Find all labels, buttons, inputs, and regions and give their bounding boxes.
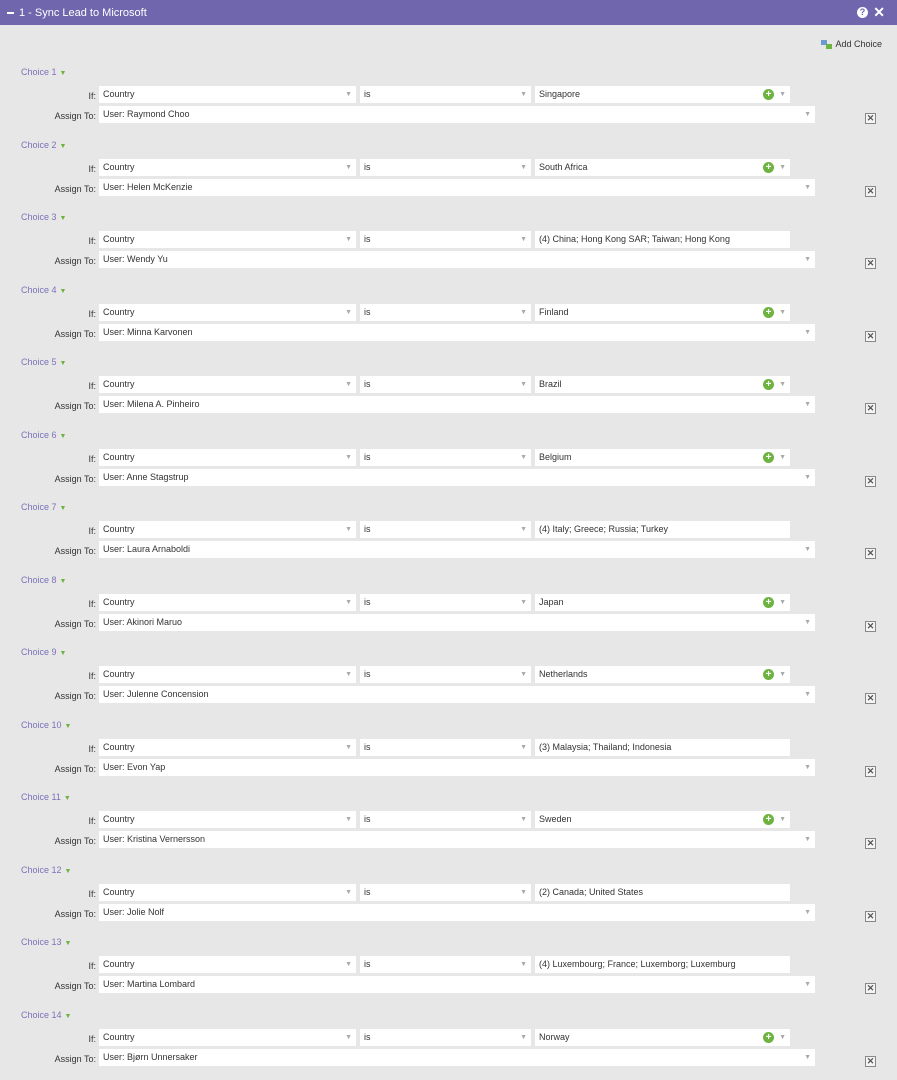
- choice-block: [0, 646, 897, 719]
- chevron-down-icon[interactable]: ▼: [779, 163, 786, 171]
- choice-block: [0, 429, 897, 502]
- choice-toggle[interactable]: [21, 936, 71, 950]
- chevron-down-icon: ▼: [804, 401, 811, 408]
- choice-block: [0, 501, 897, 574]
- chevron-down-icon: ▼: [345, 888, 352, 896]
- condition-value-text: Finland: [539, 306, 569, 317]
- chevron-down-icon[interactable]: ▼: [779, 598, 786, 606]
- condition-operator-value: is: [364, 669, 371, 679]
- collapse-icon[interactable]: [6, 8, 15, 17]
- add-value-icon[interactable]: +: [763, 307, 774, 318]
- if-label: If:: [88, 381, 96, 391]
- flow-step-header: [0, 0, 897, 25]
- if-label: If:: [88, 598, 96, 609]
- chevron-down-icon: ▼: [345, 743, 352, 751]
- assign-to-label: Assign To:: [54, 981, 96, 991]
- condition-field-select[interactable]: [99, 304, 356, 321]
- assign-to-select[interactable]: [99, 106, 815, 123]
- chevron-down-icon: ▼: [345, 961, 352, 968]
- chevron-down-icon: ▼: [345, 526, 352, 533]
- chevron-down-icon[interactable]: ▼: [779, 1033, 786, 1041]
- assign-to-label: Assign To:: [54, 908, 96, 919]
- condition-operator-select[interactable]: [360, 666, 531, 683]
- chevron-down-icon: ▼: [804, 183, 811, 191]
- assign-to-select[interactable]: [99, 686, 815, 703]
- delete-choice-icon[interactable]: ✕: [866, 693, 875, 703]
- condition-operator-value: is: [364, 524, 371, 534]
- choice-block: [0, 1009, 897, 1080]
- condition-operator-value: is: [364, 234, 371, 244]
- choice-block: [0, 791, 897, 864]
- chevron-down-icon: ▼: [520, 671, 527, 678]
- choice-toggle[interactable]: [21, 211, 66, 225]
- chevron-down-icon: ▼: [59, 70, 67, 77]
- if-label: If:: [88, 1033, 96, 1044]
- condition-value-text: (4) Luxembourg; France; Luxemborg; Luxemburg: [539, 959, 736, 969]
- chevron-down-icon: ▼: [520, 1033, 527, 1041]
- add-value-icon[interactable]: +: [763, 162, 774, 173]
- choice-toggle[interactable]: [21, 574, 66, 588]
- condition-field-value: Country: [103, 89, 135, 99]
- assign-to-value: User: Julenne Concension: [103, 689, 209, 699]
- condition-value-input[interactable]: [535, 666, 790, 683]
- condition-value-input[interactable]: [535, 449, 790, 466]
- choice-label: Choice 2: [21, 139, 57, 150]
- if-label: If:: [88, 816, 96, 826]
- add-choice-button[interactable]: [821, 39, 882, 49]
- condition-operator-select[interactable]: [360, 884, 531, 901]
- chevron-down-icon: ▼: [520, 888, 527, 896]
- assign-to-label: Assign To:: [54, 763, 96, 774]
- add-value-icon[interactable]: +: [763, 669, 774, 680]
- condition-operator-select[interactable]: [360, 449, 531, 466]
- assign-to-value: User: Evon Yap: [103, 761, 166, 772]
- choice-block: [0, 139, 897, 212]
- delete-choice-icon[interactable]: ✕: [866, 1055, 875, 1066]
- delete-choice-icon[interactable]: ✕: [866, 113, 875, 123]
- condition-value-input[interactable]: [535, 739, 790, 756]
- assign-to-value: User: Akinori Maruo: [103, 616, 183, 627]
- condition-field-value: Country: [103, 959, 135, 969]
- condition-value-input[interactable]: [535, 956, 790, 973]
- delete-choice-icon[interactable]: ✕: [866, 620, 875, 631]
- condition-value-text: Japan: [539, 596, 564, 607]
- delete-choice-icon[interactable]: ✕: [866, 983, 875, 993]
- chevron-down-icon: ▼: [64, 722, 72, 730]
- delete-choice-icon[interactable]: ✕: [866, 838, 875, 848]
- if-label: If:: [88, 743, 96, 754]
- choice-toggle[interactable]: [21, 719, 71, 733]
- chevron-down-icon: ▼: [63, 795, 71, 802]
- condition-operator-select[interactable]: [360, 159, 531, 176]
- choice-label: Choice 14: [21, 1009, 62, 1020]
- condition-field-select[interactable]: [99, 521, 356, 538]
- chevron-down-icon: ▼: [804, 908, 811, 916]
- condition-value-input[interactable]: [535, 594, 790, 611]
- condition-value-text: Belgium: [539, 451, 572, 462]
- condition-field-select[interactable]: [99, 666, 356, 683]
- condition-value-input[interactable]: [535, 376, 790, 393]
- add-value-icon[interactable]: +: [763, 452, 774, 463]
- condition-operator-value: is: [364, 886, 371, 897]
- condition-operator-select[interactable]: [360, 304, 531, 321]
- condition-field-select[interactable]: [99, 956, 356, 973]
- assign-to-value: User: Kristina Vernersson: [103, 834, 206, 844]
- condition-operator-select[interactable]: [360, 86, 531, 103]
- chevron-down-icon[interactable]: ▼: [779, 453, 786, 461]
- chevron-down-icon: ▼: [804, 111, 811, 118]
- assign-to-value: User: Wendy Yu: [103, 254, 168, 264]
- chevron-down-icon: ▼: [345, 236, 352, 243]
- condition-field-select[interactable]: [99, 739, 356, 756]
- chevron-down-icon: ▼: [345, 453, 352, 461]
- chevron-down-icon: ▼: [520, 308, 527, 316]
- assign-to-select[interactable]: [99, 904, 815, 921]
- condition-field-select[interactable]: [99, 884, 356, 901]
- chevron-down-icon: ▼: [520, 91, 527, 98]
- if-label: If:: [88, 308, 96, 319]
- condition-operator-value: is: [364, 89, 371, 99]
- assign-to-select[interactable]: [99, 1049, 815, 1066]
- choice-block: [0, 936, 897, 1009]
- chevron-down-icon: ▼: [520, 598, 527, 606]
- choice-block: [0, 864, 897, 937]
- chevron-down-icon: ▼: [59, 287, 67, 295]
- assign-to-label: Assign To:: [54, 111, 96, 121]
- condition-field-value: Country: [103, 524, 135, 534]
- condition-operator-select[interactable]: [360, 376, 531, 393]
- delete-choice-icon[interactable]: ✕: [866, 330, 875, 341]
- choice-toggle[interactable]: [21, 66, 66, 80]
- condition-field-value: Country: [103, 306, 135, 317]
- add-value-icon[interactable]: +: [763, 597, 774, 608]
- condition-value-input[interactable]: [535, 811, 790, 828]
- choice-block: [0, 574, 897, 647]
- chevron-down-icon: ▼: [345, 1033, 352, 1041]
- assign-to-value: User: Laura Arnaboldi: [103, 544, 191, 554]
- if-label: If:: [88, 526, 96, 536]
- condition-field-value: Country: [103, 161, 135, 172]
- chevron-down-icon: ▼: [804, 328, 811, 336]
- assign-to-value: User: Martina Lombard: [103, 979, 196, 989]
- delete-choice-icon[interactable]: ✕: [866, 475, 875, 486]
- choice-toggle[interactable]: [21, 1009, 71, 1023]
- delete-choice-icon[interactable]: ✕: [866, 548, 875, 558]
- condition-value-text: Sweden: [539, 814, 572, 824]
- condition-field-select[interactable]: [99, 159, 356, 176]
- choice-block: [0, 211, 897, 284]
- condition-field-value: Country: [103, 379, 135, 389]
- chevron-down-icon: ▼: [520, 163, 527, 171]
- chevron-down-icon: ▼: [59, 432, 67, 440]
- choice-toggle[interactable]: [21, 791, 71, 805]
- chevron-down-icon[interactable]: ▼: [779, 381, 786, 388]
- choice-toggle[interactable]: [21, 501, 66, 515]
- assign-to-label: Assign To:: [54, 546, 96, 556]
- condition-operator-select[interactable]: [360, 1029, 531, 1046]
- chevron-down-icon: ▼: [804, 763, 811, 771]
- condition-operator-select[interactable]: [360, 231, 531, 248]
- choice-block: [0, 284, 897, 357]
- chevron-down-icon: ▼: [59, 505, 67, 512]
- assign-to-value: User: Helen McKenzie: [103, 181, 193, 192]
- condition-operator-select[interactable]: [360, 956, 531, 973]
- assign-to-value: User: Milena A. Pinheiro: [103, 399, 200, 409]
- condition-field-select[interactable]: [99, 231, 356, 248]
- chevron-down-icon: ▼: [64, 1012, 72, 1020]
- chevron-down-icon[interactable]: ▼: [779, 671, 786, 678]
- condition-field-value: Country: [103, 234, 135, 244]
- condition-operator-value: is: [364, 379, 371, 389]
- condition-value-text: (2) Canada; United States: [539, 886, 644, 897]
- condition-value-text: (4) Italy; Greece; Russia; Turkey: [539, 524, 669, 534]
- condition-value-input[interactable]: [535, 304, 790, 321]
- assign-to-value: User: Raymond Choo: [103, 109, 190, 119]
- choice-toggle[interactable]: [21, 284, 66, 298]
- choice-toggle[interactable]: [21, 429, 66, 443]
- choice-label: Choice 3: [21, 212, 57, 222]
- choice-label: Choice 8: [21, 574, 57, 585]
- help-icon[interactable]: ?: [857, 7, 868, 18]
- assign-to-select[interactable]: [99, 759, 815, 776]
- chevron-down-icon: ▼: [59, 360, 67, 367]
- chevron-down-icon: ▼: [520, 961, 527, 968]
- choice-label: Choice 6: [21, 429, 57, 440]
- delete-choice-icon[interactable]: ✕: [866, 765, 875, 776]
- chevron-down-icon: ▼: [804, 1053, 811, 1061]
- condition-value-input[interactable]: [535, 1029, 790, 1046]
- condition-field-value: Country: [103, 669, 135, 679]
- add-choice-icon: [821, 40, 833, 49]
- delete-choice-icon[interactable]: ✕: [866, 185, 875, 196]
- condition-field-value: Country: [103, 1031, 135, 1042]
- chevron-down-icon: ▼: [804, 256, 811, 263]
- chevron-down-icon: ▼: [520, 816, 527, 823]
- choice-label: Choice 13: [21, 937, 62, 947]
- if-label: If:: [88, 163, 96, 174]
- assign-to-value: User: Anne Stagstrup: [103, 471, 189, 482]
- condition-field-select[interactable]: [99, 594, 356, 611]
- chevron-down-icon[interactable]: ▼: [779, 91, 786, 98]
- chevron-down-icon: ▼: [64, 940, 72, 947]
- condition-operator-select[interactable]: [360, 594, 531, 611]
- choice-label: Choice 10: [21, 719, 62, 730]
- condition-value-text: Norway: [539, 1031, 570, 1042]
- condition-operator-value: is: [364, 596, 371, 607]
- assign-to-label: Assign To:: [54, 836, 96, 846]
- chevron-down-icon: ▼: [804, 618, 811, 626]
- add-value-icon[interactable]: +: [763, 814, 774, 825]
- assign-to-label: Assign To:: [54, 691, 96, 701]
- choice-block: [0, 66, 897, 139]
- assign-to-label: Assign To:: [54, 183, 96, 194]
- if-label: If:: [88, 888, 96, 899]
- chevron-down-icon: ▼: [64, 867, 72, 875]
- assign-to-select[interactable]: [99, 396, 815, 413]
- assign-to-label: Assign To:: [54, 256, 96, 266]
- assign-to-select[interactable]: [99, 324, 815, 341]
- assign-to-select[interactable]: [99, 179, 815, 196]
- chevron-down-icon: ▼: [345, 598, 352, 606]
- assign-to-value: User: Jolie Nolf: [103, 906, 165, 917]
- condition-operator-value: is: [364, 161, 371, 172]
- chevron-down-icon: ▼: [520, 453, 527, 461]
- condition-field-value: Country: [103, 741, 135, 752]
- chevron-down-icon: ▼: [804, 546, 811, 553]
- add-value-icon[interactable]: +: [763, 1032, 774, 1043]
- chevron-down-icon: ▼: [345, 816, 352, 823]
- assign-to-select[interactable]: [99, 541, 815, 558]
- if-label: If:: [88, 961, 96, 971]
- chevron-down-icon: ▼: [520, 381, 527, 388]
- if-label: If:: [88, 453, 96, 464]
- condition-field-select[interactable]: [99, 811, 356, 828]
- chevron-down-icon: ▼: [345, 381, 352, 388]
- condition-field-value: Country: [103, 814, 135, 824]
- condition-field-select[interactable]: [99, 1029, 356, 1046]
- chevron-down-icon: ▼: [345, 163, 352, 171]
- chevron-down-icon: ▼: [520, 236, 527, 243]
- choice-label: Choice 1: [21, 67, 57, 77]
- assign-to-label: Assign To:: [54, 1053, 96, 1064]
- if-label: If:: [88, 236, 96, 246]
- chevron-down-icon[interactable]: ▼: [779, 308, 786, 316]
- assign-to-label: Assign To:: [54, 618, 96, 629]
- chevron-down-icon[interactable]: ▼: [779, 816, 786, 823]
- delete-choice-icon[interactable]: ✕: [866, 910, 875, 921]
- chevron-down-icon: ▼: [345, 671, 352, 678]
- assign-to-label: Assign To:: [54, 473, 96, 484]
- condition-field-value: Country: [103, 451, 135, 462]
- condition-value-text: Singapore: [539, 89, 581, 99]
- choice-label: Choice 4: [21, 284, 57, 295]
- choice-label: Choice 7: [21, 502, 57, 512]
- close-icon[interactable]: ✕: [873, 4, 885, 20]
- assign-to-select[interactable]: [99, 831, 815, 848]
- condition-value-text: Netherlands: [539, 669, 588, 679]
- chevron-down-icon: ▼: [804, 473, 811, 481]
- choice-block: [0, 356, 897, 429]
- if-label: If:: [88, 91, 96, 101]
- condition-operator-select[interactable]: [360, 811, 531, 828]
- flow-step-title: 1 - Sync Lead to Microsoft: [19, 6, 147, 19]
- condition-operator-select[interactable]: [360, 739, 531, 756]
- add-value-icon[interactable]: +: [763, 89, 774, 100]
- choice-block: [0, 719, 897, 792]
- choice-label: Choice 5: [21, 357, 57, 367]
- assign-to-select[interactable]: [99, 976, 815, 993]
- delete-choice-icon[interactable]: ✕: [866, 258, 875, 268]
- chevron-down-icon: ▼: [59, 577, 67, 585]
- assign-to-label: Assign To:: [54, 328, 96, 339]
- condition-operator-value: is: [364, 1031, 371, 1042]
- chevron-down-icon: ▼: [345, 308, 352, 316]
- condition-field-select[interactable]: [99, 376, 356, 393]
- condition-value-text: (4) China; Hong Kong SAR; Taiwan; Hong Kong: [539, 234, 730, 244]
- condition-value-input[interactable]: [535, 159, 790, 176]
- chevron-down-icon: ▼: [804, 691, 811, 698]
- chevron-down-icon: ▼: [345, 91, 352, 98]
- choice-toggle[interactable]: [21, 646, 66, 660]
- chevron-down-icon: ▼: [804, 981, 811, 988]
- assign-to-label: Assign To:: [54, 401, 96, 411]
- delete-choice-icon[interactable]: ✕: [866, 403, 875, 413]
- condition-operator-value: is: [364, 814, 371, 824]
- chevron-down-icon: ▼: [59, 215, 67, 222]
- choice-toggle[interactable]: [21, 356, 66, 370]
- chevron-down-icon: ▼: [59, 650, 67, 657]
- add-choice-label: Add Choice: [835, 39, 882, 49]
- assign-to-select[interactable]: [99, 251, 815, 268]
- choice-toggle[interactable]: [21, 139, 66, 153]
- condition-value-input[interactable]: [535, 231, 790, 248]
- choice-label: Choice 11: [21, 792, 61, 802]
- assign-to-select[interactable]: [99, 469, 815, 486]
- condition-value-input[interactable]: [535, 86, 790, 103]
- assign-to-value: User: Minna Karvonen: [103, 326, 193, 337]
- condition-field-value: Country: [103, 596, 135, 607]
- condition-value-input[interactable]: [535, 521, 790, 538]
- condition-field-value: Country: [103, 886, 135, 897]
- choice-label: Choice 12: [21, 864, 62, 875]
- chevron-down-icon: ▼: [520, 526, 527, 533]
- condition-operator-select[interactable]: [360, 521, 531, 538]
- condition-value-input[interactable]: [535, 884, 790, 901]
- condition-field-select[interactable]: [99, 449, 356, 466]
- choice-label: Choice 9: [21, 647, 57, 657]
- condition-operator-value: is: [364, 959, 371, 969]
- assign-to-value: User: Bjørn Unnersaker: [103, 1051, 198, 1062]
- chevron-down-icon: ▼: [804, 836, 811, 843]
- condition-operator-value: is: [364, 306, 371, 317]
- choice-toggle[interactable]: [21, 864, 71, 878]
- condition-value-text: South Africa: [539, 161, 588, 172]
- condition-value-text: Brazil: [539, 379, 562, 389]
- if-label: If:: [88, 671, 96, 681]
- condition-value-text: (3) Malaysia; Thailand; Indonesia: [539, 741, 672, 752]
- add-value-icon[interactable]: +: [763, 379, 774, 390]
- condition-operator-value: is: [364, 741, 371, 752]
- assign-to-select[interactable]: [99, 614, 815, 631]
- condition-operator-value: is: [364, 451, 371, 462]
- chevron-down-icon: ▼: [520, 743, 527, 751]
- chevron-down-icon: ▼: [59, 142, 67, 150]
- condition-field-select[interactable]: [99, 86, 356, 103]
